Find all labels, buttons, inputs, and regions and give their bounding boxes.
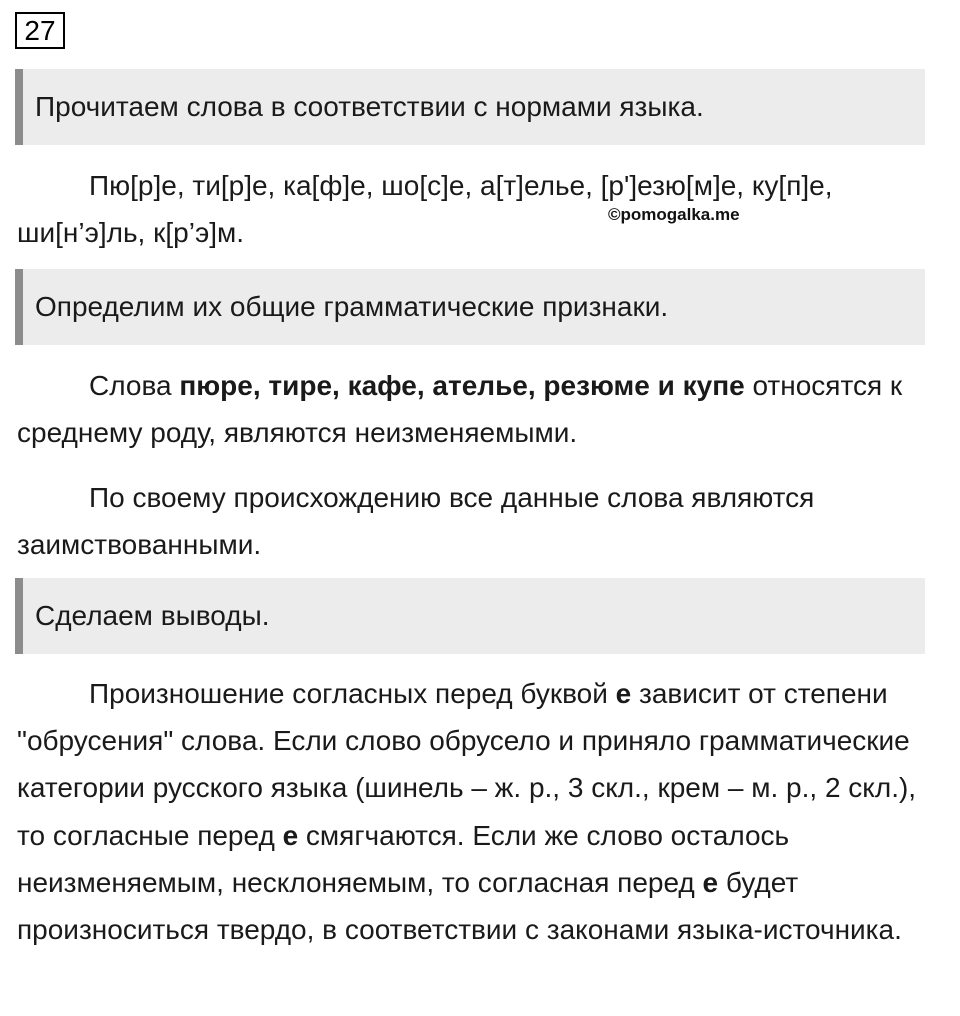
section-heading-grammar-features: Определим их общие грамматические признаки. [15,269,925,345]
bold-letter-e: е [615,678,632,709]
paragraph-neuter-gender [17,362,935,456]
bold-letter-e: е [282,819,299,851]
paragraph-text: относятся к среднему роду, являются неизменяемыми. [17,370,903,448]
watermark: ©pomogalka.me [608,205,740,224]
section-heading-read-words: Прочитаем слова в соответствии с нормами языка. [15,69,925,145]
bold-letter-e: е [702,866,719,898]
paragraph-borrowed-origin: По своему происхождению все данные слова являются заимствованными. [17,482,815,560]
section-heading-conclusions: Сделаем выводы. [15,578,925,654]
paragraph-text: Произношение согласных перед буквой [89,678,616,709]
paragraph-conclusion [17,670,935,953]
paragraph-text: будет произноситься твердо, в соответствии с законами языка-источника. [17,866,902,946]
paragraph-pronunciation-words: Пю[р]е, ти[р]е, ка[ф]е, шо[с]е, а[т]елье, [р']езю[м]е, ку[п]е, ши[н’э]ль, к[р’э]м. [17,170,833,248]
paragraph-text: смягчаются. Если же слово осталось неизменяемым, несклоняемым, то согласная перед [17,819,790,898]
bold-word-list: пюре, тире, кафе, ателье, резюме и купе [179,370,745,401]
paragraph-text: зависит от степени "обрусения" слова. Если слово обрусело и приняло грамматические категории русского языка (шинель – ж. р., 3 скл., крем – м. р., 2 скл.), то согласные перед [17,678,917,851]
paragraph-text: Слова [89,370,180,401]
task-number-box: 27 [15,12,65,49]
